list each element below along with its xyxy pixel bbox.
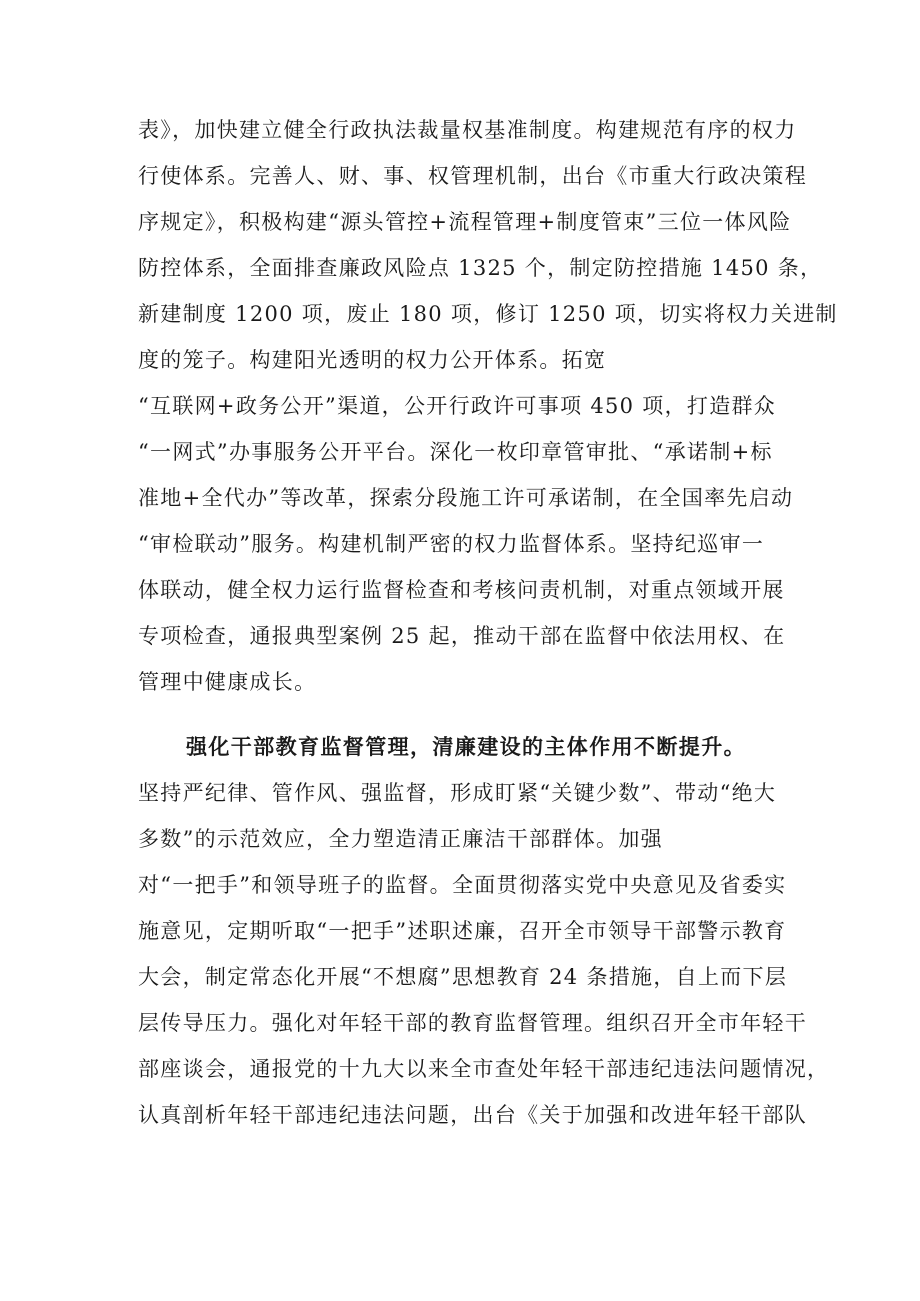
text-line: 施意见，定期听取“一把手”述职述廉，召开全市领导干部警示教育 (138, 919, 787, 943)
text-line: 专项检查，通报典型案例 25 起，推动干部在监督中依法用权、在 (138, 624, 786, 648)
text-line: 行使体系。完善人、财、事、权管理机制，出台《市重大行政决策程 (138, 164, 807, 188)
text-line: 新建制度 1200 项，废止 180 项，修订 1250 项，切实将权力关进制 (138, 302, 838, 326)
text-line: 防控体系，全面排查廉政风险点 1325 个，制定防控措施 1450 条， (138, 256, 823, 280)
text-line: 准地+全代办”等改革，探索分段施工许可承诺制，在全国率先启动 (138, 486, 794, 510)
text-line: 管理中健康成长。 (138, 670, 317, 694)
text-line: “审检联动”服务。构建机制严密的权力监督体系。坚持纪巡审一 (138, 532, 765, 556)
text-line: 对“一把手”和领导班子的监督。全面贯彻落实党中央意见及省委实 (138, 873, 787, 897)
text-line: “一网式”办事服务公开平台。深化一枚印章管审批、“承诺制+标 (138, 440, 773, 464)
text-line: 大会，制定常态化开展“不想腐”思想教育 24 条措施，自上而下层 (138, 965, 788, 989)
text-line: 部座谈会，通报党的十九大以来全市查处年轻干部违纪违法问题情况， (138, 1057, 830, 1081)
text-line: 坚持严纪律、管作风、强监督，形成盯紧“关键少数”、带动“绝大 (138, 781, 777, 805)
text-line: 层传导压力。强化对年轻干部的教育监督管理。组织召开全市年轻干 (138, 1011, 807, 1035)
section-heading: 强化干部教育监督管理，清廉建设的主体作用不断提升。 (186, 734, 746, 759)
text-line: 序规定》，积极构建“源头管控+流程管理+制度管束”三位一体风险 (138, 210, 792, 234)
text-line: 认真剖析年轻干部违纪违法问题，出台《关于加强和改进年轻干部队 (138, 1103, 807, 1127)
text-line: 度的笼子。构建阳光透明的权力公开体系。拓宽 (138, 348, 607, 372)
text-line: 表》，加快建立健全行政执法裁量权基准制度。构建规范有序的权力 (138, 118, 797, 142)
text-line: “互联网+政务公开”渠道，公开行政许可事项 450 项，打造群众 (138, 394, 777, 418)
text-line: 多数”的示范效应，全力塑造清正廉洁干部群体。加强 (138, 827, 663, 851)
text-line: 体联动，健全权力运行监督检查和考核问责机制，对重点领域开展 (138, 578, 785, 602)
